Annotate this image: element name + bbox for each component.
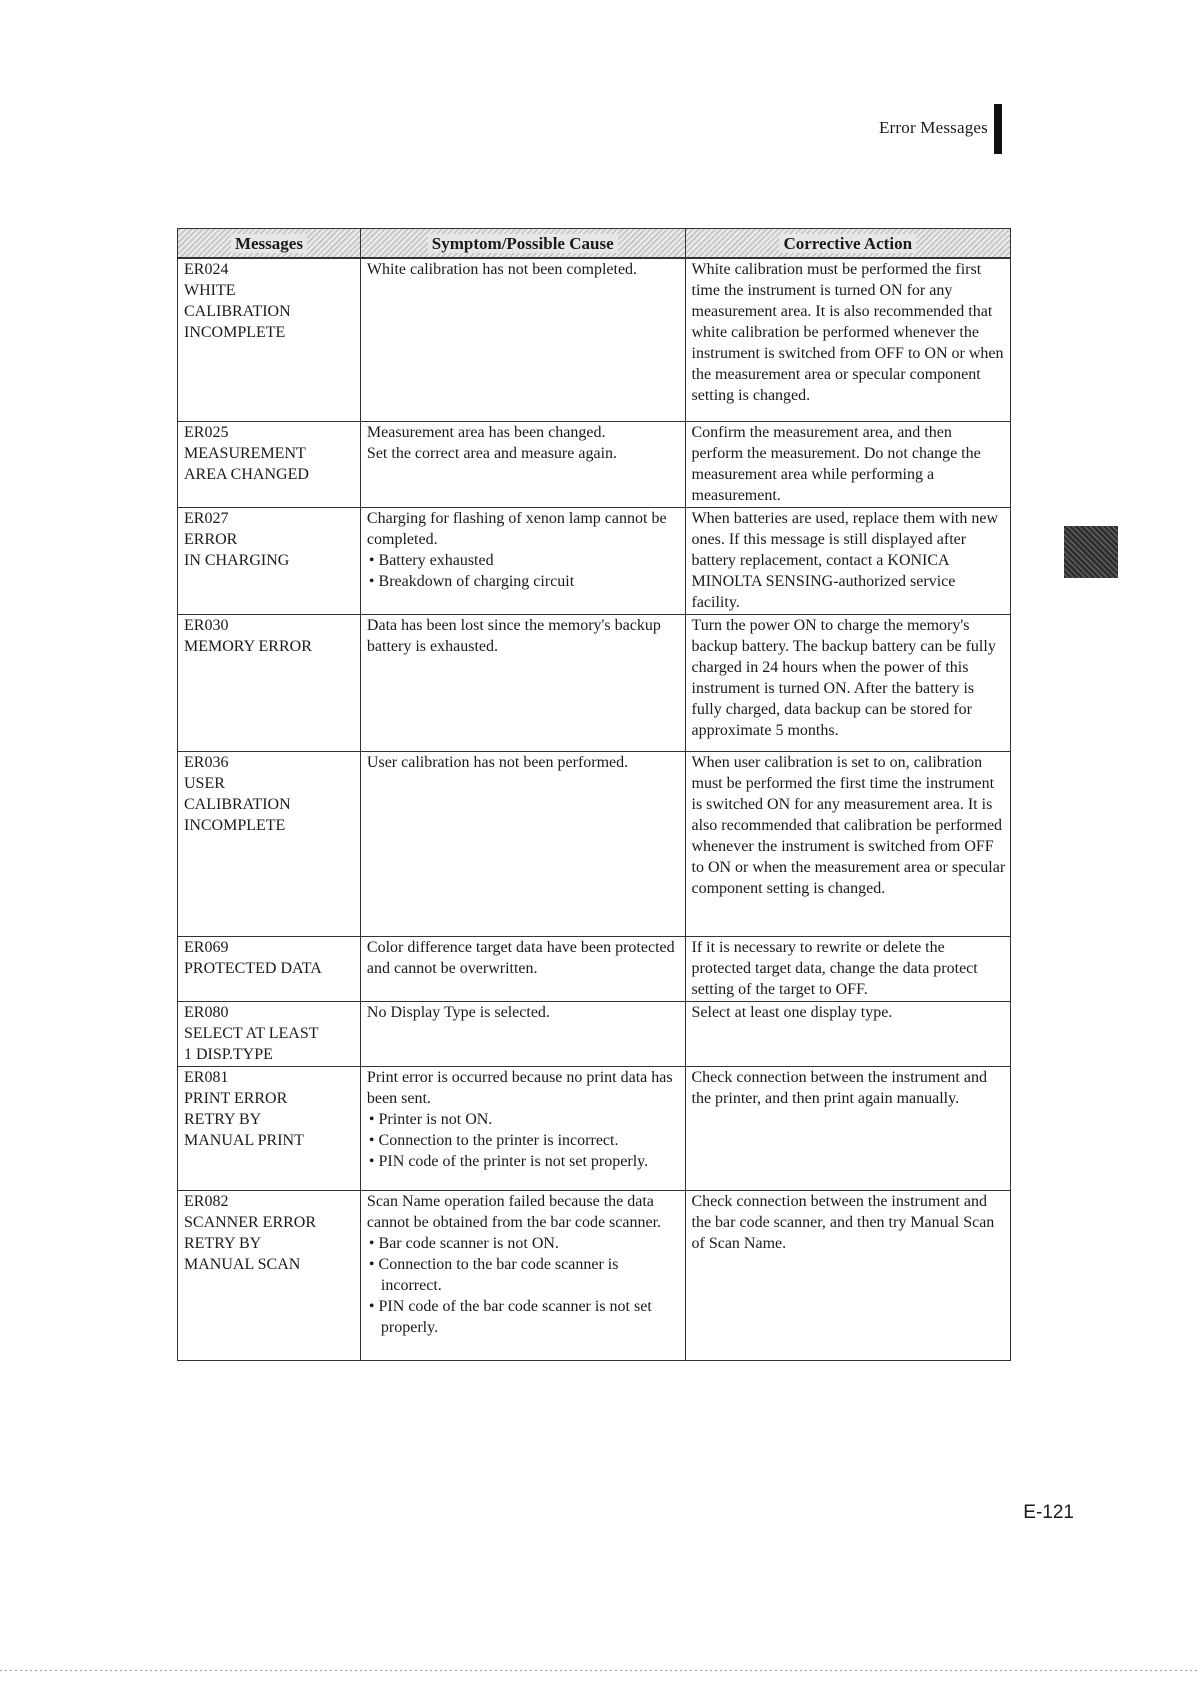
- corrective-action-text: White calibration must be performed the first time the instrument is turned ON for any measurement area. It is also recommended that white calibration be performed whenever the instrument is switched from OFF to ON or when the measurement area or specular component setting is changed.: [691, 261, 1004, 404]
- error-message-line: MEMORY ERROR: [184, 637, 312, 655]
- cause-cell: [360, 507, 685, 614]
- error-message-line: RETRY BY: [184, 1110, 262, 1128]
- cause-cell: [360, 421, 685, 507]
- action-cell: [685, 1001, 1011, 1066]
- error-message-line: PROTECTED DATA: [184, 959, 322, 977]
- error-code: ER025: [184, 423, 229, 441]
- message-cell: [178, 936, 361, 1001]
- cause-text: Color difference target data have been protected and cannot be overwritten.: [366, 938, 675, 977]
- error-message-line: MANUAL PRINT: [184, 1131, 304, 1149]
- error-message-line: INCOMPLETE: [184, 324, 286, 341]
- table-row: [178, 614, 1011, 751]
- table-row: [178, 421, 1011, 507]
- error-code: ER081: [184, 1068, 229, 1086]
- cause-text: No Display Type is selected.: [366, 1003, 550, 1021]
- table-row: [178, 1190, 1011, 1360]
- column-header-cause: Symptom/Possible Cause: [360, 229, 685, 259]
- corrective-action-text: If it is necessary to rewrite or delete the protected target data, change the data protect setting of the target to OFF.: [691, 938, 978, 998]
- table-row: [178, 751, 1011, 936]
- cause-text: White calibration has not been completed.: [366, 261, 638, 278]
- cause-text: Print error is occurred because no print data has been sent.: [366, 1068, 673, 1107]
- error-message-line: CALIBRATION: [184, 795, 291, 813]
- error-code: ER027: [184, 509, 229, 527]
- cause-text: Scan Name operation failed because the data cannot be obtained from the bar code scanner.: [366, 1192, 662, 1231]
- header-marker-bar: [994, 104, 1002, 154]
- message-cell: [178, 507, 361, 614]
- cause-bullet-item: • Connection to the bar code scanner is incorrect.: [367, 1254, 681, 1296]
- table-header-row: [178, 229, 1011, 259]
- page-header-title: Error Messages: [878, 118, 988, 137]
- cause-cell: [360, 936, 685, 1001]
- cause-bullet-item: • PIN code of the printer is not set properly.: [367, 1151, 681, 1172]
- message-cell: [178, 1001, 361, 1066]
- table-row: [178, 936, 1011, 1001]
- error-message-line: AREA CHANGED: [184, 465, 309, 483]
- cause-bullet-item: • Connection to the printer is incorrect.: [367, 1130, 681, 1151]
- corrective-action-text: Check connection between the instrument and the bar code scanner, and then try Manual Scan of Scan Name.: [691, 1192, 995, 1252]
- corrective-action-text: When batteries are used, replace them with new ones. If this message is still displayed after battery replacement, contact a KONICA MINOLTA SENSING-authorized service facility.: [691, 509, 999, 611]
- cause-cell: [360, 1066, 685, 1190]
- message-cell: [178, 751, 361, 936]
- column-header-action: Corrective Action: [685, 229, 1011, 259]
- error-message-line: INCOMPLETE: [184, 816, 286, 834]
- action-cell: [685, 614, 1011, 751]
- section-thumb-tab: [1064, 526, 1118, 578]
- cause-bullet-item: • Battery exhausted: [367, 550, 681, 571]
- page-number: E-121: [1023, 1502, 1074, 1523]
- message-cell: [178, 421, 361, 507]
- error-message-line: WHITE: [184, 282, 236, 299]
- error-message-line: MANUAL SCAN: [184, 1255, 301, 1273]
- error-message-line: 1 DISP.TYPE: [184, 1045, 273, 1063]
- error-message-line: SCANNER ERROR: [184, 1213, 317, 1231]
- cause-cell: [360, 614, 685, 751]
- message-cell: [178, 614, 361, 751]
- cause-bullet-item: • Printer is not ON.: [367, 1109, 681, 1130]
- error-code: ER082: [184, 1192, 229, 1210]
- cause-cell: [360, 751, 685, 936]
- table-row: [178, 507, 1011, 614]
- error-message-line: PRINT ERROR: [184, 1089, 288, 1107]
- cause-bullet-item: • Breakdown of charging circuit: [367, 571, 681, 592]
- error-code: ER080: [184, 1003, 229, 1021]
- error-message-line: ERROR: [184, 530, 238, 548]
- error-messages-table: [177, 228, 1011, 1361]
- message-cell: [178, 1066, 361, 1190]
- error-code: ER036: [184, 753, 229, 771]
- cause-bullet-item: • Bar code scanner is not ON.: [367, 1233, 681, 1254]
- column-header-messages: Messages: [178, 229, 361, 259]
- corrective-action-text: Check connection between the instrument and the printer, and then print again manually.: [691, 1068, 987, 1107]
- error-message-line: CALIBRATION: [184, 303, 291, 320]
- error-message-line: SELECT AT LEAST: [184, 1024, 319, 1042]
- corrective-action-text: Confirm the measurement area, and then perform the measurement. Do not change the measurement area while performing a measurement.: [691, 423, 981, 504]
- action-cell: [685, 1066, 1011, 1190]
- action-cell: [685, 507, 1011, 614]
- cause-cell: [360, 1190, 685, 1360]
- message-cell: [178, 258, 361, 421]
- action-cell: [685, 421, 1011, 507]
- corrective-action-text: When user calibration is set to on, calibration must be performed the first time the instrument is switched ON for any measurement area. It is also recommended that calibration be performed whenever the instrument is switched from OFF to ON or when the measurement area or specular component setting is changed.: [691, 753, 1006, 897]
- table-row: [178, 1066, 1011, 1190]
- cause-text: User calibration has not been performed.: [366, 753, 629, 771]
- cause-cell: [360, 1001, 685, 1066]
- cause-cell: [360, 258, 685, 421]
- message-cell: [178, 1190, 361, 1360]
- corrective-action-text: Turn the power ON to charge the memory's backup battery. The backup battery can be fully charged in 24 hours when the power of this instrument is turned ON. After the battery is fully charged, data backup can be stored for approximate 5 months.: [691, 616, 996, 739]
- action-cell: [685, 258, 1011, 421]
- table-row: [178, 1001, 1011, 1066]
- cause-text: Charging for flashing of xenon lamp cannot be completed.: [366, 509, 667, 548]
- error-message-line: RETRY BY: [184, 1234, 262, 1252]
- error-message-line: USER: [184, 774, 225, 792]
- error-code: ER030: [184, 616, 229, 634]
- table-row: [178, 258, 1011, 421]
- cause-text: Set the correct area and measure again.: [366, 444, 618, 462]
- action-cell: [685, 1190, 1011, 1360]
- error-message-line: MEASUREMENT: [184, 444, 306, 462]
- error-message-line: IN CHARGING: [184, 551, 290, 569]
- error-code: ER069: [184, 938, 229, 956]
- error-code: ER024: [184, 261, 229, 278]
- cause-text: Measurement area has been changed.: [366, 423, 606, 441]
- cause-bullet-item: • PIN code of the bar code scanner is not set properly.: [367, 1296, 681, 1338]
- action-cell: [685, 936, 1011, 1001]
- action-cell: [685, 751, 1011, 936]
- cause-text: Data has been lost since the memory's backup battery is exhausted.: [366, 616, 661, 655]
- corrective-action-text: Select at least one display type.: [691, 1003, 893, 1021]
- scan-edge-line: [0, 1670, 1198, 1671]
